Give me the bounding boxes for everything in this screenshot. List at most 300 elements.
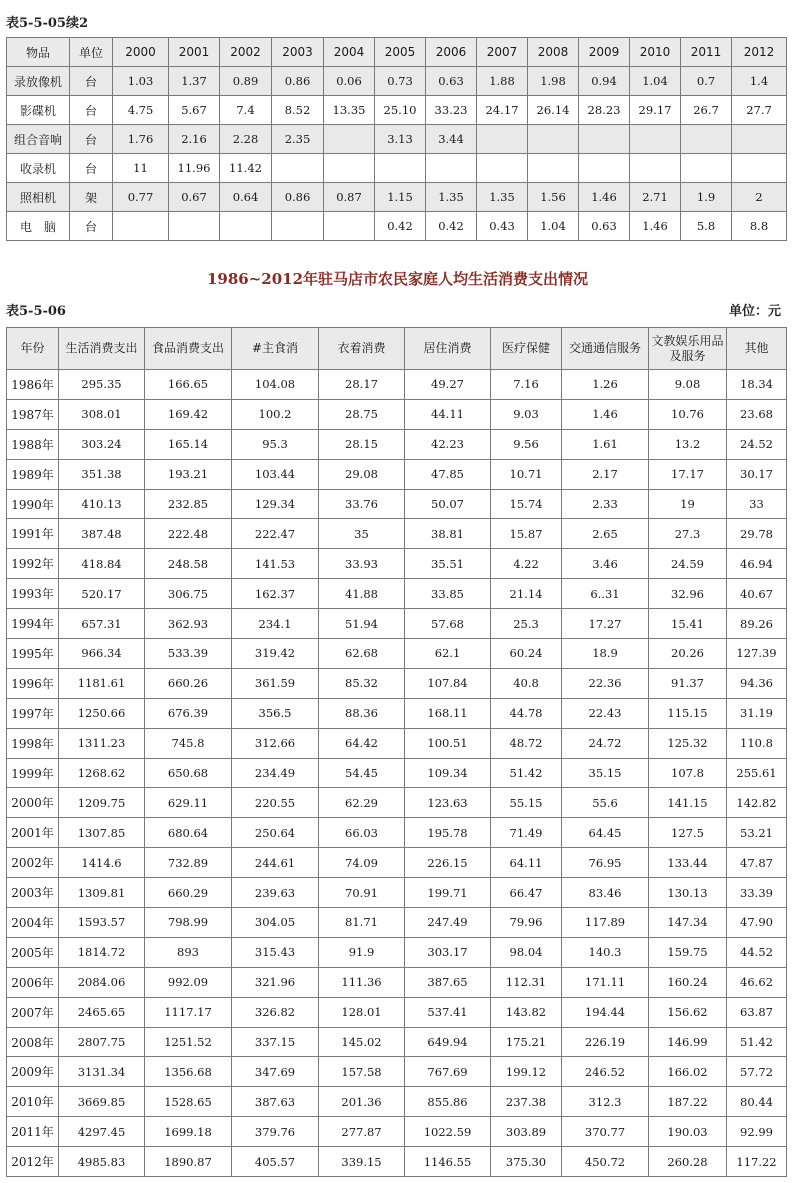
table-cell: 226.19 <box>562 1027 649 1057</box>
table-cell: 24.72 <box>562 728 649 758</box>
table-cell: 26.14 <box>528 96 579 125</box>
table-cell: 1250.66 <box>59 698 145 728</box>
table-cell: 171.11 <box>562 967 649 997</box>
table-cell: 140.3 <box>562 937 649 967</box>
table-cell: 1.04 <box>528 212 579 241</box>
table-cell: 629.11 <box>145 788 232 818</box>
table-cell: 3.44 <box>426 125 477 154</box>
table-cell: 100.2 <box>232 399 319 429</box>
table-cell: 8.8 <box>732 212 787 241</box>
year-cell: 2010年 <box>7 1087 59 1117</box>
table-cell <box>426 154 477 183</box>
table-cell: 248.58 <box>145 549 232 579</box>
table-cell: 33.39 <box>727 878 787 908</box>
table2-unit: 单位：元 <box>728 304 781 319</box>
table-cell: 33.93 <box>319 549 405 579</box>
table-cell: 2807.75 <box>59 1027 145 1057</box>
table-cell: 303.89 <box>491 1117 562 1147</box>
table-cell: 232.85 <box>145 489 232 519</box>
table-cell: 17.27 <box>562 609 649 639</box>
table-cell: 92.99 <box>727 1117 787 1147</box>
table-cell: 142.82 <box>727 788 787 818</box>
year-cell: 1989年 <box>7 459 59 489</box>
table-cell: 379.76 <box>232 1117 319 1147</box>
table-cell: 220.55 <box>232 788 319 818</box>
table-cell <box>220 212 272 241</box>
table-cell: 28.23 <box>579 96 630 125</box>
table-cell: 74.09 <box>319 848 405 878</box>
table-cell: 0.77 <box>113 183 169 212</box>
table-cell: 141.53 <box>232 549 319 579</box>
table1-header-cell: 2009 <box>579 38 630 67</box>
table-cell: 2.28 <box>220 125 272 154</box>
table-row <box>7 1057 787 1087</box>
table-cell: 175.21 <box>491 1027 562 1057</box>
table-cell: 0.42 <box>426 212 477 241</box>
table-cell: 28.75 <box>319 399 405 429</box>
table-cell: 4297.45 <box>59 1117 145 1147</box>
table-cell: 29.08 <box>319 459 405 489</box>
table-cell: 370.77 <box>562 1117 649 1147</box>
table-cell: 966.34 <box>59 639 145 669</box>
table-cell: 11.42 <box>220 154 272 183</box>
table-cell <box>169 212 220 241</box>
table-cell: 42.23 <box>405 429 491 459</box>
table-cell: 165.14 <box>145 429 232 459</box>
year-cell: 1995年 <box>7 639 59 669</box>
table-cell: 157.58 <box>319 1057 405 1087</box>
table1-header-cell: 2006 <box>426 38 477 67</box>
table-cell: 195.78 <box>405 818 491 848</box>
table-cell: 361.59 <box>232 668 319 698</box>
table-cell: 107.8 <box>649 758 727 788</box>
table-cell: 1307.85 <box>59 818 145 848</box>
table-cell: 5.8 <box>681 212 732 241</box>
year-cell: 1994年 <box>7 609 59 639</box>
table-cell: 1311.23 <box>59 728 145 758</box>
table-cell: 303.17 <box>405 937 491 967</box>
table-row <box>7 848 787 878</box>
year-cell: 2007年 <box>7 997 59 1027</box>
table-cell: 247.49 <box>405 908 491 938</box>
table-cell: 418.84 <box>59 549 145 579</box>
table-cell: 110.8 <box>727 728 787 758</box>
table-row <box>7 125 787 154</box>
table-cell: 1.46 <box>579 183 630 212</box>
table-cell: 1.26 <box>562 370 649 400</box>
table-cell: 190.03 <box>649 1117 727 1147</box>
table-cell: 3669.85 <box>59 1087 145 1117</box>
table1-header-cell: 2011 <box>681 38 732 67</box>
table-cell: 127.39 <box>727 639 787 669</box>
table-cell: 649.94 <box>405 1027 491 1057</box>
table-cell: 44.52 <box>727 937 787 967</box>
table-cell: 100.51 <box>405 728 491 758</box>
table-cell: 2465.65 <box>59 997 145 1027</box>
table-row <box>7 519 787 549</box>
table-cell: 11.96 <box>169 154 220 183</box>
table-cell: 15.41 <box>649 609 727 639</box>
table-cell <box>681 154 732 183</box>
table-cell: 160.24 <box>649 967 727 997</box>
table-row <box>7 212 787 241</box>
table-cell: 319.42 <box>232 639 319 669</box>
table-cell: 855.86 <box>405 1087 491 1117</box>
table-cell: 450.72 <box>562 1147 649 1177</box>
table-cell: 51.42 <box>491 758 562 788</box>
table-cell: 55.6 <box>562 788 649 818</box>
table-cell: 15.87 <box>491 519 562 549</box>
year-cell: 2005年 <box>7 937 59 967</box>
table1-header-cell: 2000 <box>113 38 169 67</box>
table-cell: 199.71 <box>405 878 491 908</box>
durable-goods-table <box>6 37 787 241</box>
table-cell: 537.41 <box>405 997 491 1027</box>
table1-header-cell: 单位 <box>70 38 113 67</box>
table-cell: 22.43 <box>562 698 649 728</box>
table-cell: 47.90 <box>727 908 787 938</box>
table-cell: 0.63 <box>579 212 630 241</box>
table-cell: 356.5 <box>232 698 319 728</box>
table-cell: 260.28 <box>649 1147 727 1177</box>
table-cell: 339.15 <box>319 1147 405 1177</box>
table-cell: 2.35 <box>272 125 324 154</box>
table-cell: 17.17 <box>649 459 727 489</box>
table2-header-cell: 交通通信服务 <box>562 328 649 370</box>
table-cell: 21.14 <box>491 579 562 609</box>
table-row <box>7 1147 787 1177</box>
table-row <box>7 609 787 639</box>
table-cell: 63.87 <box>727 997 787 1027</box>
table-cell: 1.56 <box>528 183 579 212</box>
table-row <box>7 758 787 788</box>
table-cell: 312.3 <box>562 1087 649 1117</box>
item-name-cell: 收录机 <box>7 154 70 183</box>
table-cell: 51.42 <box>727 1027 787 1057</box>
table-cell: 57.72 <box>727 1057 787 1087</box>
table-cell: 312.66 <box>232 728 319 758</box>
table-cell <box>732 125 787 154</box>
year-cell: 1986年 <box>7 370 59 400</box>
table-cell: 35 <box>319 519 405 549</box>
table-cell: 143.82 <box>491 997 562 1027</box>
year-cell: 1991年 <box>7 519 59 549</box>
table-cell: 11 <box>113 154 169 183</box>
table-cell <box>324 212 375 241</box>
table-cell: 337.15 <box>232 1027 319 1057</box>
table-cell: 25.10 <box>375 96 426 125</box>
table-cell: 18.34 <box>727 370 787 400</box>
year-cell: 1999年 <box>7 758 59 788</box>
table-cell: 47.85 <box>405 459 491 489</box>
table-cell: 1.98 <box>528 67 579 96</box>
table-cell: 1.35 <box>426 183 477 212</box>
table-cell: 8.52 <box>272 96 324 125</box>
table-cell: 387.63 <box>232 1087 319 1117</box>
table-cell: 31.19 <box>727 698 787 728</box>
table-cell: 0.89 <box>220 67 272 96</box>
table-cell: 41.88 <box>319 579 405 609</box>
table-cell: 239.63 <box>232 878 319 908</box>
table-cell: 745.8 <box>145 728 232 758</box>
table-cell: 660.29 <box>145 878 232 908</box>
table-cell <box>528 125 579 154</box>
table-cell: 295.35 <box>59 370 145 400</box>
table-cell: 22.36 <box>562 668 649 698</box>
table1-caption: 表5-5-05续2 <box>6 16 89 31</box>
table-cell: 62.29 <box>319 788 405 818</box>
table-cell: 250.64 <box>232 818 319 848</box>
table-row <box>7 1027 787 1057</box>
table-cell: 27.7 <box>732 96 787 125</box>
year-cell: 2009年 <box>7 1057 59 1087</box>
table1-header-cell: 物品 <box>7 38 70 67</box>
table-cell: 0.43 <box>477 212 528 241</box>
table-cell: 2.16 <box>169 125 220 154</box>
table-cell: 2.71 <box>630 183 681 212</box>
table-cell: 308.01 <box>59 399 145 429</box>
table-cell: 4.22 <box>491 549 562 579</box>
year-cell: 2000年 <box>7 788 59 818</box>
table-cell: 66.47 <box>491 878 562 908</box>
table-cell: 18.9 <box>562 639 649 669</box>
table-cell: 0.86 <box>272 67 324 96</box>
table2-caption: 表5-5-06 <box>6 304 66 319</box>
table-row <box>7 429 787 459</box>
table-cell: 129.34 <box>232 489 319 519</box>
table-cell: 520.17 <box>59 579 145 609</box>
table-cell: 64.45 <box>562 818 649 848</box>
table-cell <box>681 125 732 154</box>
table-cell: 166.65 <box>145 370 232 400</box>
table-cell: 27.3 <box>649 519 727 549</box>
table-cell: 1.4 <box>732 67 787 96</box>
table-cell: 9.03 <box>491 399 562 429</box>
table-row <box>7 728 787 758</box>
table-row <box>7 459 787 489</box>
table-cell: 533.39 <box>145 639 232 669</box>
table-cell: 10.71 <box>491 459 562 489</box>
table-cell: 0.06 <box>324 67 375 96</box>
table-cell: 166.02 <box>649 1057 727 1087</box>
table-cell: 0.64 <box>220 183 272 212</box>
item-name-cell: 影碟机 <box>7 96 70 125</box>
table-cell: 1.03 <box>113 67 169 96</box>
table-cell: 台 <box>70 67 113 96</box>
table2-header-cell: 居住消费 <box>405 328 491 370</box>
table-cell: 29.17 <box>630 96 681 125</box>
table-cell: 1.46 <box>562 399 649 429</box>
table-cell: 20.26 <box>649 639 727 669</box>
table-row <box>7 67 787 96</box>
table-cell: 71.49 <box>491 818 562 848</box>
year-cell: 1988年 <box>7 429 59 459</box>
table2-header-cell: 年份 <box>7 328 59 370</box>
item-name-cell: 电 脑 <box>7 212 70 241</box>
table-cell: 246.52 <box>562 1057 649 1087</box>
table-cell: 57.68 <box>405 609 491 639</box>
table-row <box>7 698 787 728</box>
table-cell <box>113 212 169 241</box>
table-cell: 1146.55 <box>405 1147 491 1177</box>
table-cell: 0.63 <box>426 67 477 96</box>
table-cell: 1181.61 <box>59 668 145 698</box>
table-cell: 28.15 <box>319 429 405 459</box>
table-cell: 架 <box>70 183 113 212</box>
table-cell: 304.05 <box>232 908 319 938</box>
table-cell: 1414.6 <box>59 848 145 878</box>
table-cell: 台 <box>70 212 113 241</box>
table-cell: 362.93 <box>145 609 232 639</box>
table-row <box>7 908 787 938</box>
table2-header-cell: 衣着消费 <box>319 328 405 370</box>
table-cell: 81.71 <box>319 908 405 938</box>
year-cell: 2011年 <box>7 1117 59 1147</box>
year-cell: 1998年 <box>7 728 59 758</box>
table-cell: 410.13 <box>59 489 145 519</box>
year-cell: 2008年 <box>7 1027 59 1057</box>
table-cell: 49.27 <box>405 370 491 400</box>
table-cell: 76.95 <box>562 848 649 878</box>
table-cell <box>528 154 579 183</box>
table-cell: 29.78 <box>727 519 787 549</box>
table-cell: 9.08 <box>649 370 727 400</box>
table-cell: 234.1 <box>232 609 319 639</box>
table-cell <box>630 125 681 154</box>
table-cell: 62.68 <box>319 639 405 669</box>
table-cell <box>324 154 375 183</box>
table-cell: 1268.62 <box>59 758 145 788</box>
table-cell: 24.59 <box>649 549 727 579</box>
table-row <box>7 668 787 698</box>
table-cell: 62.1 <box>405 639 491 669</box>
table-row <box>7 489 787 519</box>
table-cell: 169.42 <box>145 399 232 429</box>
table-cell: 405.57 <box>232 1147 319 1177</box>
table-cell: 台 <box>70 154 113 183</box>
table-cell: 35.51 <box>405 549 491 579</box>
table-cell: 70.91 <box>319 878 405 908</box>
year-cell: 1993年 <box>7 579 59 609</box>
table-cell: 50.07 <box>405 489 491 519</box>
table-cell: 1251.52 <box>145 1027 232 1057</box>
table1-header-cell: 2012 <box>732 38 787 67</box>
table-cell: 64.42 <box>319 728 405 758</box>
table-cell: 115.15 <box>649 698 727 728</box>
table-row <box>7 183 787 212</box>
table-cell: 91.9 <box>319 937 405 967</box>
table-cell: 24.52 <box>727 429 787 459</box>
table-cell: 992.09 <box>145 967 232 997</box>
table-cell: 33.76 <box>319 489 405 519</box>
table-cell: 30.17 <box>727 459 787 489</box>
table-row <box>7 399 787 429</box>
table2-header-row <box>7 328 787 370</box>
table-row <box>7 1117 787 1147</box>
table-cell: 94.36 <box>727 668 787 698</box>
table2-header-cell: #主食消 <box>232 328 319 370</box>
table-cell: 89.26 <box>727 609 787 639</box>
table-cell: 650.68 <box>145 758 232 788</box>
table-cell: 2084.06 <box>59 967 145 997</box>
table1-header-cell: 2005 <box>375 38 426 67</box>
table-cell: 147.34 <box>649 908 727 938</box>
table-cell: 226.15 <box>405 848 491 878</box>
table2-title: 1986~2012年驻马店市农民家庭人均生活消费支出情况 <box>206 270 589 288</box>
table2-header-cell: 食品消费支出 <box>145 328 232 370</box>
table-cell: 0.7 <box>681 67 732 96</box>
table-cell: 107.84 <box>405 668 491 698</box>
table-cell <box>272 212 324 241</box>
table-cell: 0.42 <box>375 212 426 241</box>
table-cell: 321.96 <box>232 967 319 997</box>
table-cell: 193.21 <box>145 459 232 489</box>
table-cell: 88.36 <box>319 698 405 728</box>
table-cell: 1528.65 <box>145 1087 232 1117</box>
table-cell: 51.94 <box>319 609 405 639</box>
table-cell: 306.75 <box>145 579 232 609</box>
table-cell: 44.78 <box>491 698 562 728</box>
table-row <box>7 937 787 967</box>
table-cell: 台 <box>70 125 113 154</box>
table-row <box>7 997 787 1027</box>
table-cell: 1.76 <box>113 125 169 154</box>
table-cell: 0.94 <box>579 67 630 96</box>
table-cell: 54.45 <box>319 758 405 788</box>
table-cell: 33 <box>727 489 787 519</box>
table1-header-cell: 2004 <box>324 38 375 67</box>
table-row <box>7 1087 787 1117</box>
table-cell: 145.02 <box>319 1027 405 1057</box>
table-cell: 95.3 <box>232 429 319 459</box>
table-cell: 128.01 <box>319 997 405 1027</box>
table-cell: 7.16 <box>491 370 562 400</box>
table-row <box>7 579 787 609</box>
table-cell: 103.44 <box>232 459 319 489</box>
table-cell: 3.13 <box>375 125 426 154</box>
table1-header-cell: 2001 <box>169 38 220 67</box>
table-row <box>7 788 787 818</box>
year-cell: 2006年 <box>7 967 59 997</box>
table-cell: 1593.57 <box>59 908 145 938</box>
table-row <box>7 878 787 908</box>
table-cell <box>579 125 630 154</box>
table-cell: 48.72 <box>491 728 562 758</box>
table-cell: 55.15 <box>491 788 562 818</box>
table-cell: 387.65 <box>405 967 491 997</box>
year-cell: 1997年 <box>7 698 59 728</box>
table-cell: 168.11 <box>405 698 491 728</box>
year-cell: 2001年 <box>7 818 59 848</box>
table-cell: 19 <box>649 489 727 519</box>
table-cell: 123.63 <box>405 788 491 818</box>
table-cell: 1022.59 <box>405 1117 491 1147</box>
table-cell: 2.65 <box>562 519 649 549</box>
table-cell: 83.46 <box>562 878 649 908</box>
table-cell: 201.36 <box>319 1087 405 1117</box>
table-cell: 159.75 <box>649 937 727 967</box>
table1-header-row <box>7 38 787 67</box>
year-cell: 1990年 <box>7 489 59 519</box>
table-cell: 326.82 <box>232 997 319 1027</box>
table-cell: 64.11 <box>491 848 562 878</box>
table-cell <box>477 125 528 154</box>
table1-header-cell: 2008 <box>528 38 579 67</box>
item-name-cell: 照相机 <box>7 183 70 212</box>
table-cell: 2.33 <box>562 489 649 519</box>
year-cell: 2004年 <box>7 908 59 938</box>
table-cell: 5.67 <box>169 96 220 125</box>
